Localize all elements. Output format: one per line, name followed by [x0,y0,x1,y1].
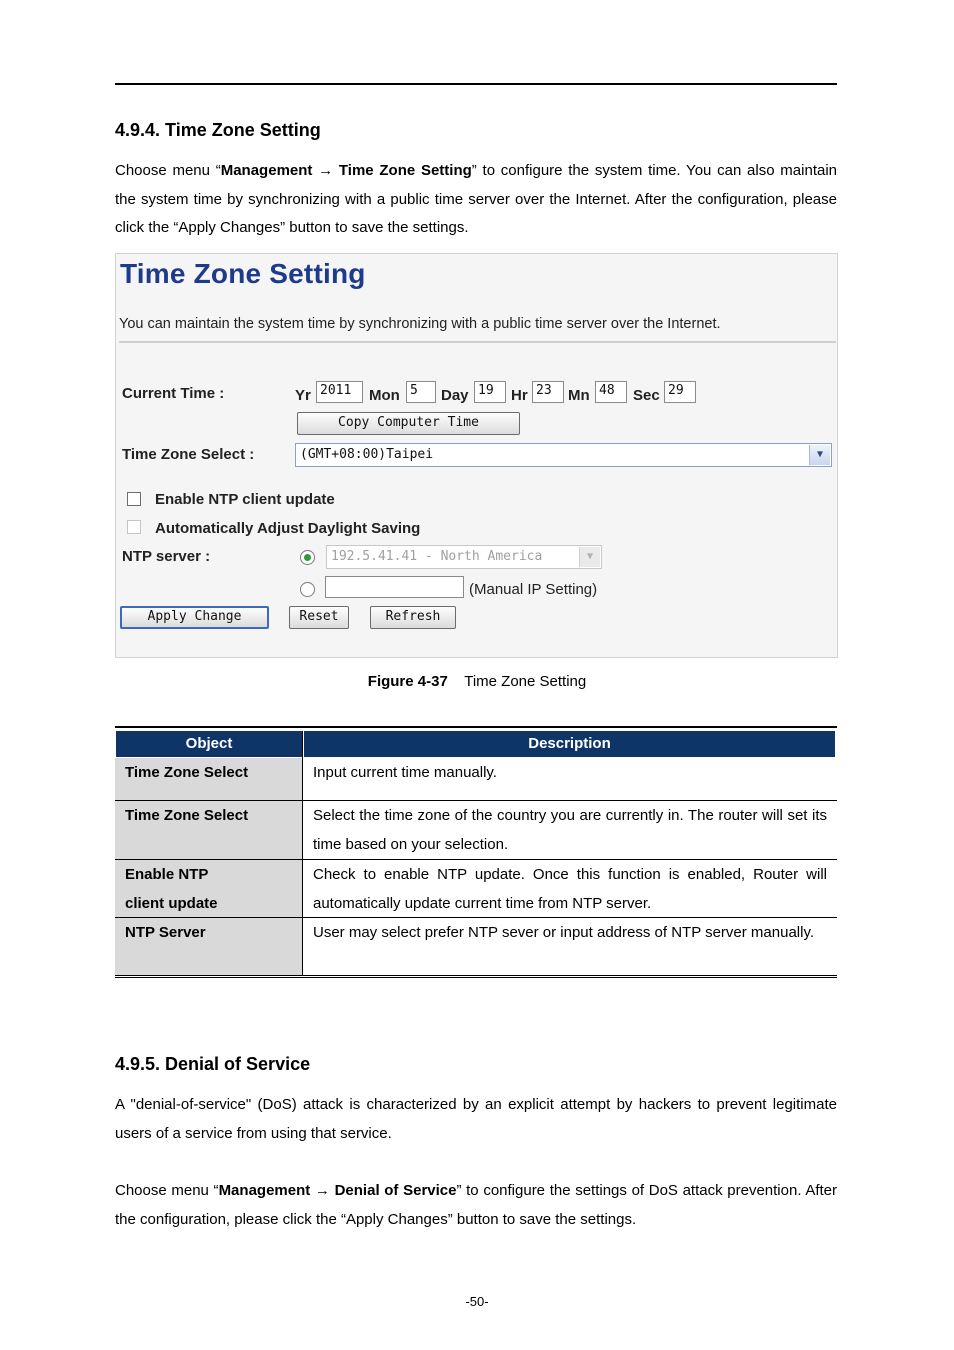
daylight-saving-checkbox[interactable] [127,520,141,534]
figure-caption [0,673,954,690]
menu-time-zone-setting: Time Zone Setting [338,162,472,179]
sec-label: Sec [633,387,660,404]
yr-label: Yr [295,387,311,404]
figure-label: Figure 4-37 [367,673,448,690]
dos-instruction-paragraph [115,1177,837,1234]
menu-management: Management [220,162,313,179]
current-time-label: Current Time : [122,385,225,402]
figure-title: Time Zone Setting [464,673,587,690]
manual-ip-label: (Manual IP Setting) [469,581,598,598]
sec-input[interactable]: 29 [664,381,696,403]
screenshot-title: Time Zone Setting [120,258,366,289]
table-row-description: Select the time zone of the country you are currently in. The router will set its time based on your selection. [313,807,827,853]
ntp-server-select-value: 192.5.41.41 - North America [331,549,543,564]
time-zone-select[interactable] [295,443,832,467]
para-text: Choose menu “ [115,162,221,179]
chevron-down-icon[interactable]: ▼ [809,445,830,465]
screenshot-intro: You can maintain the system time by synchronizing with a public time server over the Internet. [119,316,721,332]
daylight-saving-label: Automatically Adjust Daylight Saving [155,520,421,537]
screenshot-divider [119,341,836,343]
ntp-server-select[interactable] [326,545,602,569]
ntp-preset-radio[interactable] [300,550,315,565]
section-intro-paragraph [115,157,837,243]
ntp-manual-radio[interactable] [300,582,315,597]
page-number: -50- [465,1294,489,1309]
table-row-description: Check to enable NTP update. Once this function is enabled, Router will automatically update current time from NTP server. [313,866,827,912]
copy-computer-time-button[interactable]: Copy Computer Time [297,412,520,435]
chevron-down-icon[interactable]: ▼ [579,547,600,567]
day-input[interactable]: 19 [474,381,506,403]
table-row-description: Input current time manually. [313,764,497,781]
table-row-object: Enable NTP client update [115,860,302,917]
ntp-client-checkbox[interactable] [127,492,141,506]
ntp-server-label: NTP server : [122,548,211,565]
arrow-icon: → [312,162,339,179]
mon-label: Mon [369,387,400,404]
yr-input[interactable]: 2011 [316,381,363,403]
apply-change-button[interactable]: Apply Change [120,606,269,629]
table-row-description: User may select prefer NTP sever or input address of NTP server manually. [313,924,815,941]
time-zone-screenshot [115,253,838,658]
para-text: ” to configure the system time. You can also maintain the system time by synchronizing with a public time server over the Internet. After the configuration, please click the “Apply Changes” button to save the settings. [115,162,838,236]
table-header-object: Object [116,731,302,757]
mon-input[interactable]: 5 [406,381,436,403]
section-heading-denial-of-service: 4.9.5. Denial of Service [115,1054,311,1074]
table-row-object: Time Zone Select [115,758,302,800]
dos-description-paragraph: A "denial-of-service" (DoS) attack is characterized by an explicit attempt by hackers to prevent legitimate users of a service from using that service. [115,1096,837,1142]
time-zone-select-label: Time Zone Select : [122,446,255,463]
reset-button[interactable]: Reset [289,606,349,629]
table-row-object: Time Zone Select [115,801,302,859]
day-label: Day [441,387,469,404]
hr-label: Hr [511,387,528,404]
table-top-rule [115,726,837,728]
arrow-icon: → [310,1182,335,1199]
para-text: Choose menu “ [115,1182,219,1199]
mn-label: Mn [568,387,590,404]
para-text: ” to configure the settings of DoS attack prevention. After the configuration, please click the “Apply Changes” button to save the settings. [115,1182,838,1228]
section-heading-time-zone: 4.9.4. Time Zone Setting [115,120,321,140]
time-zone-select-value: (GMT+08:00)Taipei [300,447,434,462]
header-rule [115,83,837,85]
manual-ip-input[interactable] [325,576,464,598]
menu-management: Management [218,1182,311,1199]
refresh-button[interactable]: Refresh [370,606,456,629]
table-column-divider [302,731,303,975]
table-header-description: Description [304,731,835,757]
hr-input[interactable]: 23 [532,381,564,403]
mn-input[interactable]: 48 [595,381,627,403]
ntp-client-label: Enable NTP client update [155,491,335,508]
menu-denial-of-service: Denial of Service [334,1182,457,1199]
table-row-object: NTP Server [115,918,302,975]
table-bottom-rule [115,975,837,978]
